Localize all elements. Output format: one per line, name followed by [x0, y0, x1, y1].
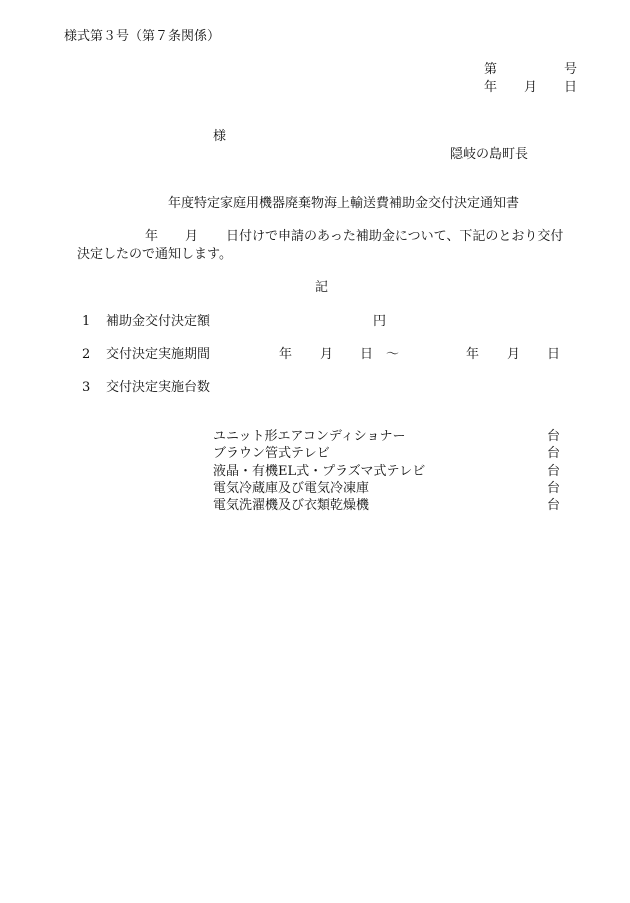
appliance-name: 液晶・有機EL式・プラズマ式テレビ — [213, 464, 426, 479]
date-tsuki: 月 — [524, 80, 538, 95]
date-nen: 年 — [484, 80, 498, 95]
item-number: 3 — [82, 380, 91, 395]
amount-yen-unit: 円 — [373, 314, 387, 329]
body-text-line1: 日付けで申請のあった補助金について、下記のとおり交付 — [226, 229, 564, 244]
form-label: 様式第３号（第７条関係） — [64, 29, 221, 44]
date-hi: 日 — [564, 80, 578, 95]
period-to-tsuki: 月 — [507, 347, 521, 362]
appliance-name: 電気洗濯機及び衣類乾燥機 — [213, 498, 370, 513]
appliance-unit: 台 — [547, 481, 561, 496]
body-nen: 年 — [145, 229, 159, 244]
period-to-nen: 年 — [466, 347, 480, 362]
appliance-name: ブラウン管式テレビ — [213, 446, 330, 461]
ref-gou: 号 — [564, 62, 578, 77]
body-tsuki: 月 — [185, 229, 199, 244]
period-to-hi: 日 — [547, 347, 561, 362]
period-from-nen: 年 — [279, 347, 293, 362]
period-tilde: ～ — [386, 347, 400, 362]
appliance-unit: 台 — [547, 464, 561, 479]
addressee-sama: 様 — [213, 129, 227, 144]
appliance-unit: 台 — [547, 446, 561, 461]
document-title: 年度特定家庭用機器廃棄物海上輸送費補助金交付決定通知書 — [168, 196, 520, 211]
appliance-name: ユニット形エアコンディショナー — [213, 429, 406, 444]
item-number: 1 — [82, 314, 91, 329]
ref-dai: 第 — [484, 62, 498, 77]
ki-heading: 記 — [315, 280, 329, 295]
period-from-tsuki: 月 — [320, 347, 334, 362]
period-from-hi: 日 — [360, 347, 374, 362]
item-number: 2 — [82, 347, 91, 362]
appliance-unit: 台 — [547, 429, 561, 444]
body-text-line2: 決定したので通知します。 — [77, 247, 232, 262]
item-label: 補助金交付決定額 — [106, 314, 211, 329]
appliance-unit: 台 — [547, 498, 561, 513]
item-label: 交付決定実施期間 — [106, 347, 211, 362]
item-label: 交付決定実施台数 — [106, 380, 211, 395]
appliance-name: 電気冷蔵庫及び電気冷凍庫 — [213, 481, 370, 496]
sender-name: 隠岐の島町長 — [450, 147, 529, 162]
